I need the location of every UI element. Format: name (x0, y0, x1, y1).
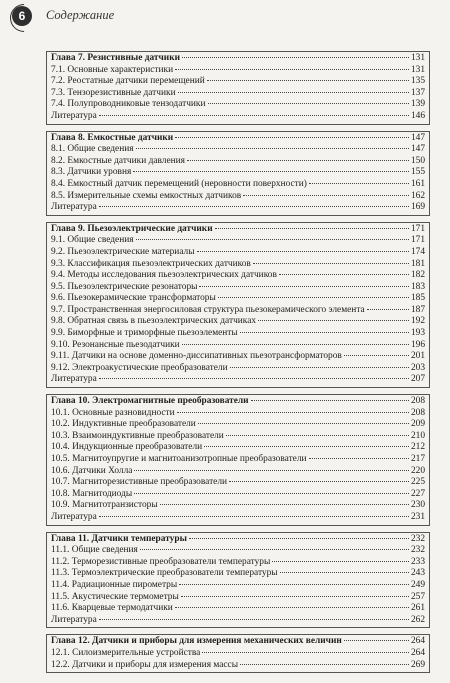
toc-entry-page: 227 (410, 488, 425, 499)
toc-entry-text: 10.4. Индукционные преобразователи (51, 442, 203, 453)
toc-entry[interactable] (51, 111, 425, 123)
toc-entry[interactable] (51, 615, 425, 627)
toc-entry-page: 139 (410, 99, 425, 110)
toc-entry[interactable] (51, 293, 425, 305)
dot-leader (198, 423, 409, 424)
toc-entry-page: 208 (410, 407, 425, 418)
toc-entry-text: 8.3. Датчики уровня (51, 167, 132, 178)
toc-entry-text: 11.2. Терморезистивные преобразователи температуры (51, 556, 271, 567)
dot-leader (177, 412, 409, 413)
toc-entry-page: 196 (410, 339, 425, 350)
dot-leader (208, 103, 409, 104)
toc-entry[interactable] (51, 340, 425, 352)
toc-entry-text: Литература (51, 614, 97, 625)
toc-entry[interactable] (51, 660, 425, 672)
toc-entry[interactable] (51, 179, 425, 191)
toc-entry[interactable] (51, 76, 425, 88)
toc-entry-page: 201 (410, 351, 425, 362)
dot-leader (178, 92, 409, 93)
toc-entry-text: 9.3. Классификация пьезоэлектрических датчиков (51, 258, 251, 269)
toc-entry[interactable] (51, 351, 425, 363)
toc-chapter-heading[interactable] (51, 534, 425, 546)
toc-entry-page: 225 (410, 477, 425, 488)
toc-entry-page: 233 (410, 556, 425, 567)
toc-entry-text: Литература (51, 202, 97, 213)
toc-entry-text: 10.8. Магнитодиоды (51, 488, 133, 499)
toc-entry-page: 217 (410, 454, 425, 464)
toc-entry-page: 220 (410, 465, 425, 476)
toc-entry[interactable] (51, 316, 425, 328)
toc-entry-page: 207 (410, 374, 425, 385)
toc-entry-text: 12.2. Датчики и приборы для измерения массы (51, 659, 238, 670)
toc-entry[interactable] (51, 156, 425, 168)
toc-entry-page: 212 (410, 442, 425, 453)
toc-entry-text: 7.3. Тензорезистивные датчики (51, 87, 176, 98)
toc-entry[interactable] (51, 454, 425, 466)
toc-entry-text: 8.1. Общие сведения (51, 144, 134, 155)
toc-entry-text: 8.2. Емкостные датчики давления (51, 155, 185, 166)
toc-entry-text: 9.9. Биморфные и триморфные пьезоэлементы (51, 328, 238, 339)
toc-chapter-block (46, 394, 430, 526)
toc-chapter-heading-text: Глава 12. Датчики и приборы для измерения механических величин (51, 636, 342, 647)
toc-entry-text: 10.1. Основные разновидности (51, 407, 175, 418)
toc-entry-page: 169 (410, 202, 425, 213)
toc-entry[interactable] (51, 466, 425, 478)
toc-entry-page: 249 (410, 579, 425, 590)
page-number-badge: 6 (12, 6, 32, 26)
toc-entry[interactable] (51, 99, 425, 111)
toc-entry[interactable] (51, 545, 425, 557)
toc-entry[interactable] (51, 270, 425, 282)
toc-entry[interactable] (51, 88, 425, 100)
dot-leader (344, 640, 409, 641)
toc-entry[interactable] (51, 408, 425, 420)
dot-leader (243, 195, 409, 196)
toc-chapter-heading[interactable] (51, 53, 425, 65)
dot-leader (189, 538, 409, 539)
toc-entry[interactable] (51, 65, 425, 77)
toc-entry-text: 10.5. Магнитоупругие и магнитоанизотропные преобразователи (51, 454, 307, 464)
toc-entry[interactable] (51, 144, 425, 156)
toc-entry-page: 185 (410, 293, 425, 304)
toc-entry-page: 183 (410, 281, 425, 292)
toc-entry-page: 243 (410, 568, 425, 579)
toc-entry-text: 9.7. Пространственная энергосиловая структура пьезокерамического элемента (51, 304, 365, 315)
toc-entry-text: 9.10. Резонансные пьезодатчики (51, 339, 180, 350)
dot-leader (99, 115, 409, 116)
toc-entry[interactable] (51, 512, 425, 524)
toc-entry-page: 264 (410, 647, 425, 658)
dot-leader (99, 206, 409, 207)
toc-entry-text: 10.7. Магниторезистивные преобразователи (51, 477, 228, 488)
dot-leader (136, 148, 409, 149)
toc-entry-page: 210 (410, 430, 425, 441)
dot-leader (182, 57, 409, 58)
toc-entry-page: 192 (410, 316, 425, 327)
toc-entry-text: 11.3. Термоэлектрические преобразователи температуры (51, 568, 278, 579)
toc-entry-page: 171 (410, 235, 425, 246)
dot-leader (202, 652, 409, 653)
toc-entry-text: 7.1. Основные характеристики (51, 64, 174, 75)
header-title: Содержание (46, 8, 115, 22)
toc-chapter-block (46, 131, 430, 216)
toc-entry-text: 10.9. Магнитотранзисторы (51, 500, 158, 511)
dot-leader (344, 355, 409, 356)
toc-entry[interactable] (51, 477, 425, 489)
toc-entry-page: 135 (410, 76, 425, 87)
toc-entry[interactable] (51, 235, 425, 247)
toc-entry-page: 193 (410, 328, 425, 339)
dot-leader (175, 69, 409, 70)
dot-leader (240, 332, 409, 333)
dot-leader (272, 561, 409, 562)
toc-entry[interactable] (51, 568, 425, 580)
toc-entry[interactable] (51, 305, 425, 317)
toc-chapter-heading-text: Глава 11. Датчики температуры (51, 533, 187, 544)
dot-leader (182, 344, 409, 345)
dot-leader (99, 619, 409, 620)
dot-leader (215, 228, 409, 229)
dot-leader (181, 596, 409, 597)
page-header (12, 6, 442, 30)
toc-entry[interactable] (51, 247, 425, 259)
toc-chapter-heading[interactable] (51, 224, 425, 236)
toc-entry-page: 155 (410, 167, 425, 178)
toc-entry[interactable] (51, 431, 425, 443)
dot-leader (133, 171, 409, 172)
toc-chapter-heading[interactable] (51, 636, 425, 648)
dot-leader (230, 367, 409, 368)
toc-entry[interactable] (51, 442, 425, 454)
toc-chapter-heading-page: 171 (410, 223, 425, 234)
toc-entry-text: 9.1. Общие сведения (51, 235, 134, 246)
toc-entry-page: 261 (410, 603, 425, 614)
toc-entry-text: 7.2. Реостатные датчики перемещений (51, 76, 205, 87)
toc-entry-page: 262 (410, 614, 425, 625)
toc-entry-text: 12.1. Силоизмерительные устройства (51, 647, 201, 658)
dot-leader (253, 263, 409, 264)
toc-entry-page: 150 (410, 155, 425, 166)
toc-entry-page: 181 (410, 258, 425, 269)
toc-entry-page: 146 (410, 110, 425, 121)
toc-chapter-heading-text: Глава 7. Резистивные датчики (51, 53, 180, 63)
toc-chapter-heading-text: Глава 8. Емкостные датчики (51, 132, 174, 143)
toc-entry[interactable] (51, 592, 425, 604)
dot-leader (251, 400, 409, 401)
toc-chapter-heading-page: 131 (410, 53, 425, 63)
toc-entry-text: 8.4. Емкостный датчик перемещений (неровности поверхности) (51, 178, 307, 189)
toc-entry-page: 131 (410, 64, 425, 75)
toc-chapter-block (46, 634, 430, 673)
toc-entry-page: 147 (410, 144, 425, 155)
toc-entry-page: 161 (410, 178, 425, 189)
toc-entry[interactable] (51, 374, 425, 386)
toc-chapter-heading-text: Глава 10. Электромагнитные преобразователи (51, 396, 249, 407)
toc-entry-text: 9.6. Пьезокерамические трансформаторы (51, 293, 216, 304)
toc-chapter-heading-page: 147 (410, 132, 425, 143)
dot-leader (280, 572, 409, 573)
toc-entry-text: 9.2. Пьезоэлектрические материалы (51, 246, 195, 257)
toc-entry-text: 10.6. Датчики Холла (51, 465, 133, 476)
toc-entry-page: 137 (410, 87, 425, 98)
toc-entry-page: 230 (410, 500, 425, 511)
toc-entry-text: Литература (51, 511, 97, 522)
toc-chapter-heading-page: 208 (410, 396, 425, 407)
dot-leader (367, 309, 409, 310)
toc-entry-page: 162 (410, 190, 425, 201)
toc-entry-text: Литература (51, 110, 97, 121)
toc-entry-page: 182 (410, 270, 425, 281)
dot-leader (199, 286, 408, 287)
toc-entry-text: 11.4. Радиационные пирометры (51, 579, 178, 590)
toc-entry[interactable] (51, 191, 425, 203)
dot-leader (309, 183, 409, 184)
dot-leader (226, 435, 409, 436)
toc-entry-text: 11.6. Кварцевые термодатчики (51, 603, 173, 614)
toc-entry-text: 9.11. Датчики на основе доменно-диссипативных пьезотрансформаторов (51, 351, 342, 362)
toc-entry[interactable] (51, 363, 425, 375)
toc-entry-page: 269 (410, 659, 425, 670)
toc-entry[interactable] (51, 419, 425, 431)
toc-entry-page: 203 (410, 362, 425, 373)
toc-chapter-heading[interactable] (51, 133, 425, 145)
toc-entry-text: 9.12. Электроакустические преобразователи (51, 362, 228, 373)
dot-leader (279, 274, 409, 275)
dot-leader (134, 493, 409, 494)
toc-chapter-block (46, 222, 430, 388)
toc-entry[interactable] (51, 648, 425, 660)
toc-chapter-block (46, 532, 430, 629)
toc-entry[interactable] (51, 328, 425, 340)
toc-entry-page: 187 (410, 304, 425, 315)
dot-leader (218, 297, 409, 298)
toc-entry[interactable] (51, 489, 425, 501)
toc-entry[interactable] (51, 557, 425, 569)
toc-entry-text: 9.5. Пьезоэлектрические резонаторы (51, 281, 198, 292)
toc-entry-text: 8.5. Измерительные схемы емкостных датчиков (51, 190, 242, 201)
dot-leader (197, 251, 409, 252)
toc-entry-text: Литература (51, 374, 97, 385)
dot-leader (258, 320, 409, 321)
dot-leader (187, 160, 409, 161)
toc-chapter-heading-text: Глава 9. Пьезоэлектрические датчики (51, 223, 213, 234)
toc-chapter-heading-page: 232 (410, 533, 425, 544)
dot-leader (175, 137, 409, 138)
dot-leader (136, 239, 409, 240)
toc-chapter-heading[interactable] (51, 396, 425, 408)
toc-entry-page: 257 (410, 591, 425, 602)
dot-leader (229, 481, 409, 482)
dot-leader (134, 470, 409, 471)
toc-entry-text: 11.1. Общие сведения (51, 545, 138, 556)
dot-leader (204, 446, 409, 447)
toc-entry[interactable] (51, 580, 425, 592)
toc-entry-text: 10.2. Индуктивные преобразователи (51, 419, 196, 430)
toc-entry-text: 11.5. Акустические термометры (51, 591, 179, 602)
dot-leader (309, 458, 409, 459)
toc-entry[interactable] (51, 202, 425, 214)
toc-entry-text: 10.3. Взаимоиндуктивные преобразователи (51, 430, 224, 441)
dot-leader (160, 504, 409, 505)
dot-leader (179, 584, 409, 585)
toc-entry-text: 9.4. Методы исследования пьезоэлектрических датчиков (51, 270, 277, 281)
toc-entry[interactable] (51, 259, 425, 271)
dot-leader (99, 378, 409, 379)
dot-leader (140, 549, 409, 550)
toc-entry-text: 7.4. Полупроводниковые тензодатчики (51, 99, 206, 110)
toc-entry-page: 232 (410, 545, 425, 556)
toc-entry[interactable] (51, 282, 425, 294)
toc-entry-page: 209 (410, 419, 425, 430)
toc-entry-page: 174 (410, 246, 425, 257)
toc-entry[interactable] (51, 500, 425, 512)
toc-entry-page: 231 (410, 511, 425, 522)
toc-entry-text: 9.8. Обратная связь в пьезоэлектрических датчиках (51, 316, 257, 327)
toc-entry[interactable] (51, 167, 425, 179)
toc-entry[interactable] (51, 603, 425, 615)
dot-leader (99, 516, 409, 517)
dot-leader (207, 80, 409, 81)
toc-chapter-heading-page: 264 (410, 636, 425, 647)
toc-chapter-block (46, 51, 430, 125)
dot-leader (240, 664, 409, 665)
table-of-contents (46, 51, 430, 679)
dot-leader (175, 607, 409, 608)
